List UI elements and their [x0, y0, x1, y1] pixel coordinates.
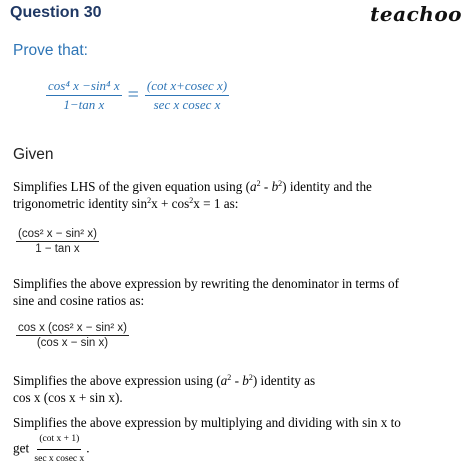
- main-equation: [46, 78, 229, 113]
- step4-get: get: [13, 440, 30, 456]
- teachoo-logo: teachoo: [370, 2, 462, 26]
- step4-fraction: [32, 431, 86, 468]
- rhs-denominator: sec x cosec x: [153, 97, 221, 112]
- step2-text: [13, 275, 468, 309]
- equals-sign: =: [127, 84, 139, 106]
- step1-denominator: 1 − tan x: [35, 243, 80, 255]
- given-label: Given: [13, 146, 54, 163]
- step4-numerator: (cot x + 1): [37, 431, 81, 450]
- rhs-fraction: [145, 78, 229, 113]
- step3-line2: cos x (cos x + sin x).: [13, 390, 123, 405]
- step3-text: Simplifies the above expression using $(a^2 - b^2)$ identity as cos x (cos x + sin x).: [13, 373, 316, 405]
- step1-fraction: [16, 228, 99, 255]
- step4-line1: Simplifies the above expression by multiplying and dividing with sin x to: [13, 415, 401, 430]
- step1-line2-a: trigonometric identity sin: [13, 196, 148, 211]
- step2-denominator: (cos x − sin x): [36, 337, 109, 349]
- step1-text: Simplifies LHS of the given equation using $(a^2 - b^2)$ identity and the trigonometric identity $\sin^2x + \cos^2x = 1$ as:: [13, 179, 372, 211]
- step1-text-b: ) identity and the: [282, 179, 372, 194]
- step3-line1-b: ) identity as: [252, 373, 316, 388]
- step2-numerator: cos x (cos² x − sin² x): [18, 322, 127, 334]
- step2-line1: Simplifies the above expression by rewriting the denominator in terms of: [13, 276, 400, 291]
- step3-line1-a: Simplifies the above expression using (: [13, 373, 221, 388]
- step4-text: [13, 414, 468, 468]
- step4-denominator: sec x cosec x: [34, 454, 85, 464]
- step2-line2: sine and cosine ratios as:: [13, 293, 145, 308]
- lhs-denominator: 1−tan x: [63, 97, 105, 112]
- step2-fraction: [16, 322, 129, 349]
- step1-text-a: Simplifies LHS of the given equation using (: [13, 179, 250, 194]
- step1-line2-b: x + cos: [151, 196, 190, 211]
- step1-numerator: (cos² x − sin² x): [18, 228, 97, 240]
- lhs-numerator: cos⁴ x −sin⁴ x: [46, 78, 122, 96]
- question-title: Question 30: [10, 4, 102, 21]
- prove-label: Prove that:: [13, 42, 88, 59]
- rhs-numerator: (cot x+cosec x): [145, 78, 229, 96]
- step1-line2-c: x = 1 as:: [193, 196, 239, 211]
- step4-end: .: [86, 440, 90, 456]
- lhs-fraction: [46, 78, 122, 113]
